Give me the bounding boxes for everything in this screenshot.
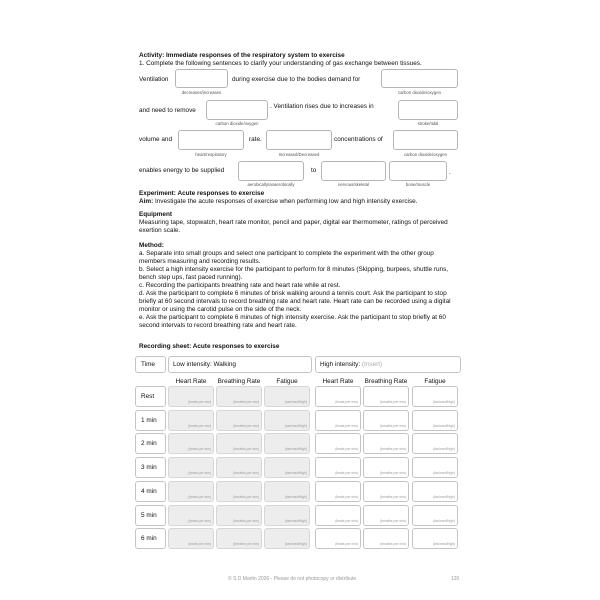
cell-hint: (breaths per min): [380, 518, 406, 523]
data-entry-cell[interactable]: [412, 386, 458, 407]
method-step: b. Select a high intensity exercise for the participant to perform for 8 minutes (Skipping, burpees, shuttle runs, bench step ups, fast paced running).: [139, 266, 449, 281]
cell-hint: (beats per min): [335, 447, 358, 452]
low-intensity-label: Low intensity: Walking: [173, 361, 236, 368]
experiment-aim: [139, 198, 418, 206]
sentence-text: Ventilation: [139, 76, 169, 83]
data-entry-cell[interactable]: [168, 528, 214, 549]
sentence-text: and need to remove: [139, 107, 196, 114]
row-label-cell: [135, 528, 166, 549]
row-label-cell: [135, 386, 166, 407]
answer-box[interactable]: [381, 69, 458, 88]
column-header: Fatigue: [276, 378, 298, 385]
cell-hint: (beats per min): [188, 494, 211, 499]
cell-hint: (breaths per min): [233, 471, 259, 476]
method-step: a. Separate into small groups and select one participant to complete the experiment with the other group members measuring and recording results.: [139, 250, 434, 265]
cell-hint: (breaths per min): [233, 400, 259, 404]
cell-hint: (breaths per min): [380, 542, 406, 547]
cell-hint: (low/med/high): [284, 471, 307, 476]
time-header: [135, 356, 166, 373]
cell-hint: (beats per min): [335, 518, 358, 523]
data-entry-cell[interactable]: [315, 457, 361, 478]
answer-box[interactable]: [206, 100, 268, 120]
cell-hint: (breaths per min): [233, 542, 259, 547]
data-entry-cell[interactable]: [412, 528, 458, 549]
answer-box[interactable]: [238, 161, 304, 181]
cell-hint: (low/med/high): [432, 542, 455, 547]
answer-hint: carbon dioxide/oxygen: [215, 121, 259, 126]
cell-hint: (breaths per min): [380, 447, 406, 452]
answer-box[interactable]: [321, 161, 386, 181]
answer-hint: bone/muscle: [405, 182, 431, 187]
cell-hint: (low/med/high): [284, 542, 307, 547]
data-entry-cell[interactable]: [412, 433, 458, 454]
footer-copyright: © S D Martin 2026 - Please do not photocopy or distribute: [228, 576, 357, 582]
activity-instruction: 1. Complete the following sentences to clarify your understanding of gas exchange between tissues.: [139, 60, 422, 67]
low-intensity-header: [168, 356, 312, 373]
cell-hint: (low/med/high): [284, 447, 307, 452]
data-entry-cell[interactable]: [363, 433, 409, 454]
data-entry-cell[interactable]: [168, 433, 214, 454]
time-header-label: Time: [141, 361, 155, 368]
cell-hint: (low/med/high): [432, 494, 455, 499]
data-entry-cell[interactable]: [264, 481, 310, 502]
data-entry-cell[interactable]: [216, 433, 262, 454]
answer-hint: aerobically/anaerobically: [247, 182, 295, 187]
answer-hint: decreases/increases: [181, 90, 222, 95]
cell-hint: (breaths per min): [380, 471, 406, 476]
activity-title: Activity: Immediate responses of the respiratory system to exercise: [139, 52, 345, 59]
data-entry-cell[interactable]: [216, 386, 262, 407]
high-intensity-placeholder[interactable]: (Insert): [361, 361, 383, 368]
cell-hint: (breaths per min): [233, 518, 259, 523]
answer-hint: carbon dioxide/oxygen: [398, 90, 441, 95]
answer-box[interactable]: [175, 69, 228, 88]
data-entry-cell[interactable]: [315, 481, 361, 502]
row-label: 1 min: [141, 416, 157, 424]
experiment-title: Experiment: Acute responses to exercise: [139, 190, 265, 197]
row-label: 3 min: [141, 464, 157, 472]
data-entry-cell[interactable]: [363, 528, 409, 549]
row-label: 5 min: [141, 511, 157, 519]
answer-hint: carbon dioxide/oxygen: [404, 152, 447, 157]
row-label: 4 min: [141, 487, 157, 495]
data-entry-cell[interactable]: [216, 457, 262, 478]
data-entry-cell[interactable]: [168, 505, 214, 526]
cell-hint: (low/med/high): [284, 400, 307, 404]
sentence-text: rate.: [249, 136, 262, 143]
column-header: Heart Rate: [175, 378, 207, 385]
sentence-text: concentrations of: [334, 136, 383, 143]
cell-hint: (breaths per min): [233, 494, 259, 499]
recording-title: Recording sheet: Acute responses to exercise: [139, 343, 280, 350]
column-header: Fatigue: [424, 378, 446, 385]
data-entry-cell[interactable]: [363, 505, 409, 526]
cell-hint: (beats per min): [335, 471, 358, 476]
cell-hint: (beats per min): [335, 400, 358, 404]
row-label: 6 min: [141, 535, 157, 543]
data-entry-cell[interactable]: [264, 457, 310, 478]
cell-hint: (low/med/high): [432, 423, 455, 428]
data-entry-cell[interactable]: [412, 481, 458, 502]
equipment-text: Measuring tape, stopwatch, heart rate monitor, pencil and paper, digital ear thermometer, ratings of perceived exertion scale.: [139, 219, 448, 234]
answer-hint: stroke/tidal: [417, 121, 439, 126]
row-label: 2 min: [141, 440, 157, 448]
cell-hint: (low/med/high): [284, 494, 307, 499]
row-label-cell: [135, 457, 166, 478]
high-intensity-header[interactable]: [315, 356, 461, 373]
data-entry-cell[interactable]: [264, 386, 310, 407]
cell-hint: (breaths per min): [233, 423, 259, 428]
high-intensity-text: High intensity:: [320, 361, 361, 368]
row-label-cell: [135, 433, 166, 454]
sentence-text: .: [449, 169, 451, 176]
data-entry-cell[interactable]: [168, 457, 214, 478]
method-step: e. Ask the participant to complete 6 minutes of high intensity exercise. Ask the participant to stop briefly at 60 second intervals to record breathing rate and heart rate.: [139, 314, 446, 329]
data-entry-cell[interactable]: [168, 410, 214, 431]
cell-hint: (low/med/high): [432, 471, 455, 476]
data-entry-cell[interactable]: [168, 386, 214, 407]
cell-hint: (low/med/high): [432, 518, 455, 523]
cell-hint: (low/med/high): [432, 400, 455, 404]
method-title: Method:: [139, 242, 164, 249]
cell-hint: (low/med/high): [432, 447, 455, 452]
cell-hint: (beats per min): [188, 471, 211, 476]
method-step: d. Ask the participant to complete 6 minutes of brisk walking around a tennis court. Ask the participant to stop briefly at 60 second intervals to record breathing rate and heart rate. Heart rate can be recorded using a digital monitor or using the carotid pulse on the side of the neck.: [139, 290, 451, 313]
recording-table: [135, 356, 461, 567]
cell-hint: (breaths per min): [380, 423, 406, 428]
equipment-title: Equipment: [139, 211, 173, 218]
answer-box[interactable]: [398, 100, 458, 120]
data-entry-cell[interactable]: [216, 410, 262, 431]
answer-hint: nervous/skeletal: [337, 182, 370, 187]
data-entry-cell[interactable]: [216, 528, 262, 549]
data-entry-cell[interactable]: [315, 433, 361, 454]
cell-hint: (beats per min): [188, 423, 211, 428]
aim-text: Investigate the acute responses of exercise when performing low and high intensity exercise.: [153, 198, 418, 205]
data-entry-cell[interactable]: [363, 457, 409, 478]
aim-label: Aim:: [139, 198, 154, 205]
data-entry-cell[interactable]: [412, 505, 458, 526]
data-entry-cell[interactable]: [168, 481, 214, 502]
data-entry-cell[interactable]: [363, 410, 409, 431]
data-entry-cell[interactable]: [412, 410, 458, 431]
answer-hint: Increased/Decreased: [278, 152, 320, 157]
data-entry-cell[interactable]: [315, 410, 361, 431]
answer-box[interactable]: [389, 161, 447, 181]
sentence-text: volume and: [139, 136, 173, 143]
data-entry-cell[interactable]: [264, 528, 310, 549]
cell-hint: (breaths per min): [233, 447, 259, 452]
cell-hint: (beats per min): [188, 447, 211, 452]
sentence-text: . Ventilation rises due to increases in: [270, 103, 374, 110]
cell-hint: (breaths per min): [380, 494, 406, 499]
data-entry-cell[interactable]: [363, 481, 409, 502]
answer-box[interactable]: [266, 130, 332, 150]
column-header: Breathing Rate: [364, 378, 408, 385]
cell-hint: (beats per min): [335, 494, 358, 499]
row-label-cell: [135, 481, 166, 502]
answer-box[interactable]: [178, 130, 244, 150]
cell-hint: (beats per min): [188, 400, 211, 404]
footer-page-number: 120: [451, 576, 460, 582]
cell-hint: (low/med/high): [284, 518, 307, 523]
answer-box[interactable]: [393, 130, 458, 150]
row-label-cell: [135, 410, 166, 431]
sentence-text: enables energy to be supplied: [139, 167, 225, 174]
sentence-text: during exercise due to the bodies demand for: [232, 76, 361, 83]
cell-hint: (beats per min): [188, 518, 211, 523]
data-entry-cell[interactable]: [412, 457, 458, 478]
cell-hint: (beats per min): [335, 423, 358, 428]
data-entry-cell[interactable]: [363, 386, 409, 407]
cell-hint: (beats per min): [188, 542, 211, 547]
cell-hint: (breaths per min): [380, 400, 406, 404]
data-entry-cell[interactable]: [264, 505, 310, 526]
cell-hint: (beats per min): [335, 542, 358, 547]
row-label-cell: [135, 505, 166, 526]
data-entry-cell[interactable]: [315, 528, 361, 549]
sentence-text: to: [311, 167, 317, 174]
answer-hint: heart/respiratory: [195, 152, 227, 157]
column-header: Breathing Rate: [217, 378, 261, 385]
data-entry-cell[interactable]: [216, 505, 262, 526]
high-intensity-label: [320, 361, 382, 369]
data-entry-cell[interactable]: [315, 386, 361, 407]
data-entry-cell[interactable]: [216, 481, 262, 502]
data-entry-cell[interactable]: [264, 410, 310, 431]
data-entry-cell[interactable]: [315, 505, 361, 526]
data-entry-cell[interactable]: [264, 433, 310, 454]
cell-hint: (low/med/high): [284, 423, 307, 428]
method-step: c. Recording the participants breathing rate and heart rate while at rest.: [139, 282, 341, 289]
row-label: Rest: [141, 393, 155, 400]
column-header: Heart Rate: [322, 378, 354, 385]
